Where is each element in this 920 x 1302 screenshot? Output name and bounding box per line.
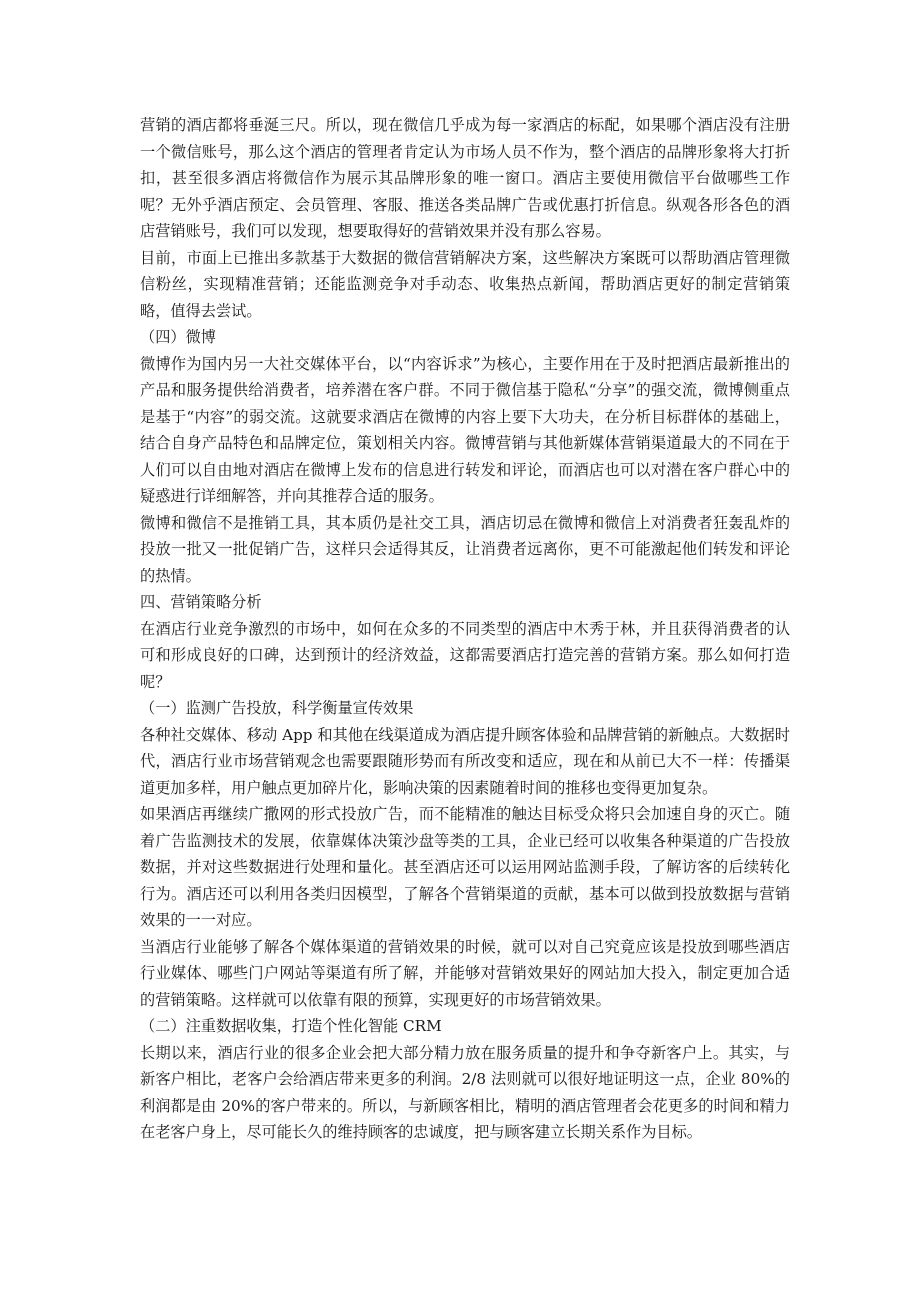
paragraph-weibo-social: 微博和微信不是推销工具，其本质仍是社交工具，酒店切忌在微博和微信上对消费者狂轰乱炸的投放一批又一批促销广告，这样只会适得其反，让消费者远离你，更不可能激起他们转发和评论的热情。 — [140, 513, 790, 585]
paragraph-touchpoints: 各种社交媒体、移动 App 和其他在线渠道成为酒店提升顾客体验和品牌营销的新触点。大数据时代，酒店行业市场营销观念也需要跟随形势而有所改变和适应，现在和从前已大不一样：传播渠道更加多样，用户触点更加碎片化，影响决策的因素随着时间的推移也变得更加复杂。 — [140, 725, 790, 797]
paragraph-ad-tracking: 如果酒店再继续广撒网的形式投放广告，而不能精准的触达目标受众将只会加速自身的灭亡。随着广告监测技术的发展，依靠媒体决策沙盘等类的工具，企业已经可以收集各种渠道的广告投放数据，并对这些数据进行处理和量化。甚至酒店还可以运用网站监测手段，了解访客的后续转化行为。酒店还可以利用各类归因模型，了解各个营销渠道的贡献，基本可以做到投放数据与营销效果的一一对应。 — [140, 805, 790, 929]
heading-ad-monitoring: （一）监测广告投放，科学衡量宣传效果 — [140, 699, 414, 717]
paragraph-weibo-intro: 微博作为国内另一大社交媒体平台，以“内容诉求”为核心，主要作用在于及时把酒店最新推出的产品和服务提供给消费者，培养潜在客户群。不同于微信基于隐私“分享”的强交流，微博侧重点是基于“内容”的弱交流。这就要求酒店在微博的内容上要下大功夫，在分析目标群体的基础上，结合自身产品特色和品牌定位，策划相关内容。微博营销与其他新媒体营销渠道最大的不同在于人们可以自由地对酒店在微博上发布的信息进行转发和评论，而酒店也可以对潜在客户群心中的疑惑进行详细解答，并向其推荐合适的服务。 — [140, 354, 790, 505]
paragraph-customer-retention: 长期以来，酒店行业的很多企业会把大部分精力放在服务质量的提升和争夺新客户上。其实，与新客户相比，老客户会给酒店带来更多的利润。2/8 法则就可以很好地证明这一点，企业 80%的利润都是由 20%的客户带来的。所以，与新顾客相比，精明的酒店管理者会花更多的时间和精力在老客户身上，尽可能长久的维持顾客的忠诚度，把与顾客建立长期关系作为目标。 — [140, 1043, 790, 1141]
paragraph-wechat-continued: 营销的酒店都将垂涎三尺。所以，现在微信几乎成为每一家酒店的标配，如果哪个酒店没有注册一个微信账号，那么这个酒店的管理者肯定认为市场人员不作为，整个酒店的品牌形象将大打折扣，甚至很多酒店将微信作为展示其品牌形象的唯一窗口。酒店主要使用微信平台做哪些工作呢？无外乎酒店预定、会员管理、客服、推送各类品牌广告或优惠打折信息。纵观各形各色的酒店营销账号，我们可以发现，想要取得好的营销效果并没有那么容易。 — [140, 116, 790, 240]
document-body — [140, 112, 790, 1146]
heading-weibo: （四）微博 — [140, 328, 216, 346]
paragraph-strategy-intro: 在酒店行业竞争激烈的市场中，如何在众多的不同类型的酒店中木秀于林，并且获得消费者的认可和形成良好的口碑，达到预计的经济效益，这都需要酒店打造完善的营销方案。那么如何打造呢？ — [140, 619, 790, 691]
paragraph-channel-effect: 当酒店行业能够了解各个媒体渠道的营销效果的时候，就可以对自己究竟应该是投放到哪些酒店行业媒体、哪些门户网站等渠道有所了解，并能够对营销效果好的网站加大投入，制定更加合适的营销策略。这样就可以依靠有限的预算，实现更好的市场营销效果。 — [140, 937, 790, 1009]
heading-strategy-analysis: 四、营销策略分析 — [140, 593, 262, 611]
heading-crm: （二）注重数据收集，打造个性化智能 CRM — [140, 1017, 442, 1035]
paragraph-wechat-solutions: 目前，市面上已推出多款基于大数据的微信营销解决方案，这些解决方案既可以帮助酒店管理微信粉丝，实现精准营销；还能监测竞争对手动态、收集热点新闻，帮助酒店更好的制定营销策略，值得去尝试。 — [140, 248, 790, 320]
